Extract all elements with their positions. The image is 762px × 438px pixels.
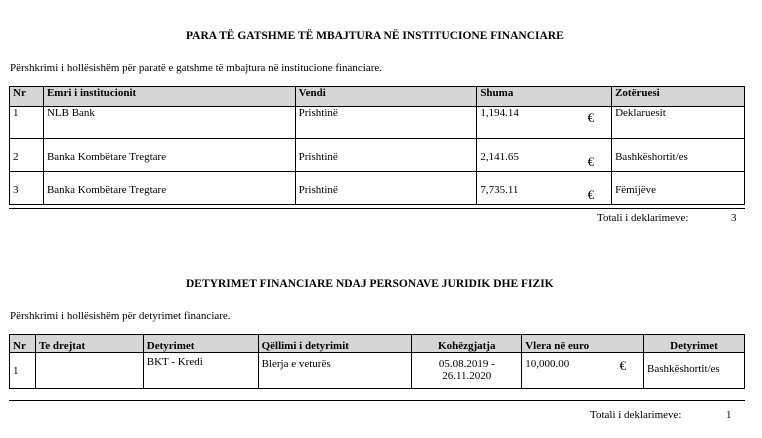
duration-to: 26.11.2020 bbox=[442, 370, 492, 382]
liabilities-table bbox=[9, 334, 745, 389]
col-header-amount: Shuma bbox=[477, 87, 612, 107]
duration-from: 05.08.2019 - bbox=[438, 358, 495, 370]
section1-total-label: Totali i deklarimeve: bbox=[597, 212, 689, 224]
cell-place: Prishtinë bbox=[295, 139, 477, 172]
euro-icon: € bbox=[587, 154, 595, 169]
amount-value: 7,735.11 bbox=[480, 184, 519, 196]
col-header-institution: Emri i institucionit bbox=[43, 87, 295, 107]
cash-table-header bbox=[10, 87, 745, 107]
col-header-obligation: Detyrimet bbox=[143, 335, 258, 353]
col-header-owner: Zotëruesi bbox=[612, 87, 745, 107]
col-header-nr: Nr bbox=[10, 335, 36, 353]
cell-nr: 1 bbox=[10, 107, 44, 139]
col-header-holder: Detyrimet bbox=[644, 335, 745, 353]
table-row bbox=[10, 172, 745, 205]
euro-icon: € bbox=[619, 358, 626, 373]
section2-total-value: 1 bbox=[726, 409, 732, 421]
euro-icon: € bbox=[587, 110, 595, 125]
cell-owner: Deklaruesit bbox=[612, 107, 745, 139]
cell-nr: 2 bbox=[10, 139, 44, 172]
table-end-divider bbox=[9, 208, 745, 209]
cell-amount bbox=[477, 172, 612, 205]
cell-purpose: Blerja e veturës bbox=[258, 353, 412, 389]
cell-institution: Banka Kombëtare Tregtare bbox=[43, 139, 295, 172]
cell-owner: Fëmijëve bbox=[612, 172, 745, 205]
euro-icon: € bbox=[587, 187, 595, 202]
section1-title: PARA TË GATSHME TË MBAJTURA NË INSTITUCIONE FINANCIARE bbox=[186, 30, 564, 42]
cash-table bbox=[9, 86, 745, 205]
table-row bbox=[10, 107, 745, 139]
cell-place: Prishtinë bbox=[295, 107, 477, 139]
amount-value: 2,141.65 bbox=[480, 151, 519, 163]
amount-value: 1,194.14 bbox=[480, 107, 519, 119]
section2-total-label: Totali i deklarimeve: bbox=[590, 409, 682, 421]
cell-value bbox=[522, 353, 644, 389]
table-end-divider bbox=[9, 400, 745, 401]
cell-nr: 1 bbox=[10, 353, 36, 389]
col-header-purpose: Qëllimi i detyrimit bbox=[258, 335, 412, 353]
cell-holder: Bashkëshortit/es bbox=[644, 353, 745, 389]
value-amount: 10,000.00 bbox=[525, 358, 570, 370]
col-header-place: Vendi bbox=[295, 87, 477, 107]
cell-duration bbox=[412, 353, 522, 389]
cell-rights bbox=[35, 353, 143, 389]
cell-nr: 3 bbox=[10, 172, 44, 205]
cell-amount bbox=[477, 139, 612, 172]
col-header-duration: Kohëzgjatja bbox=[412, 335, 522, 353]
cell-owner: Bashkëshortit/es bbox=[612, 139, 745, 172]
cell-place: Prishtinë bbox=[295, 172, 477, 205]
section1-total-value: 3 bbox=[731, 212, 737, 224]
section2-title: DETYRIMET FINANCIARE NDAJ PERSONAVE JURIDIK DHE FIZIK bbox=[186, 278, 554, 290]
section2-description: Përshkrimi i hollësishëm për detyrimet financiare. bbox=[10, 310, 231, 322]
table-row bbox=[10, 353, 745, 389]
cell-institution: Banka Kombëtare Tregtare bbox=[43, 172, 295, 205]
cell-institution: NLB Bank bbox=[43, 107, 295, 139]
cell-obligation: BKT - Kredi bbox=[143, 353, 258, 389]
table-row bbox=[10, 139, 745, 172]
col-header-rights: Te drejtat bbox=[35, 335, 143, 353]
cell-amount bbox=[477, 107, 612, 139]
section1-description: Përshkrimi i hollësishëm për paratë e gatshme të mbajtura në institucione financiare. bbox=[10, 62, 383, 74]
col-header-nr: Nr bbox=[10, 87, 44, 107]
liabilities-table-header bbox=[10, 335, 745, 353]
col-header-value: Vlera në euro bbox=[522, 335, 644, 353]
